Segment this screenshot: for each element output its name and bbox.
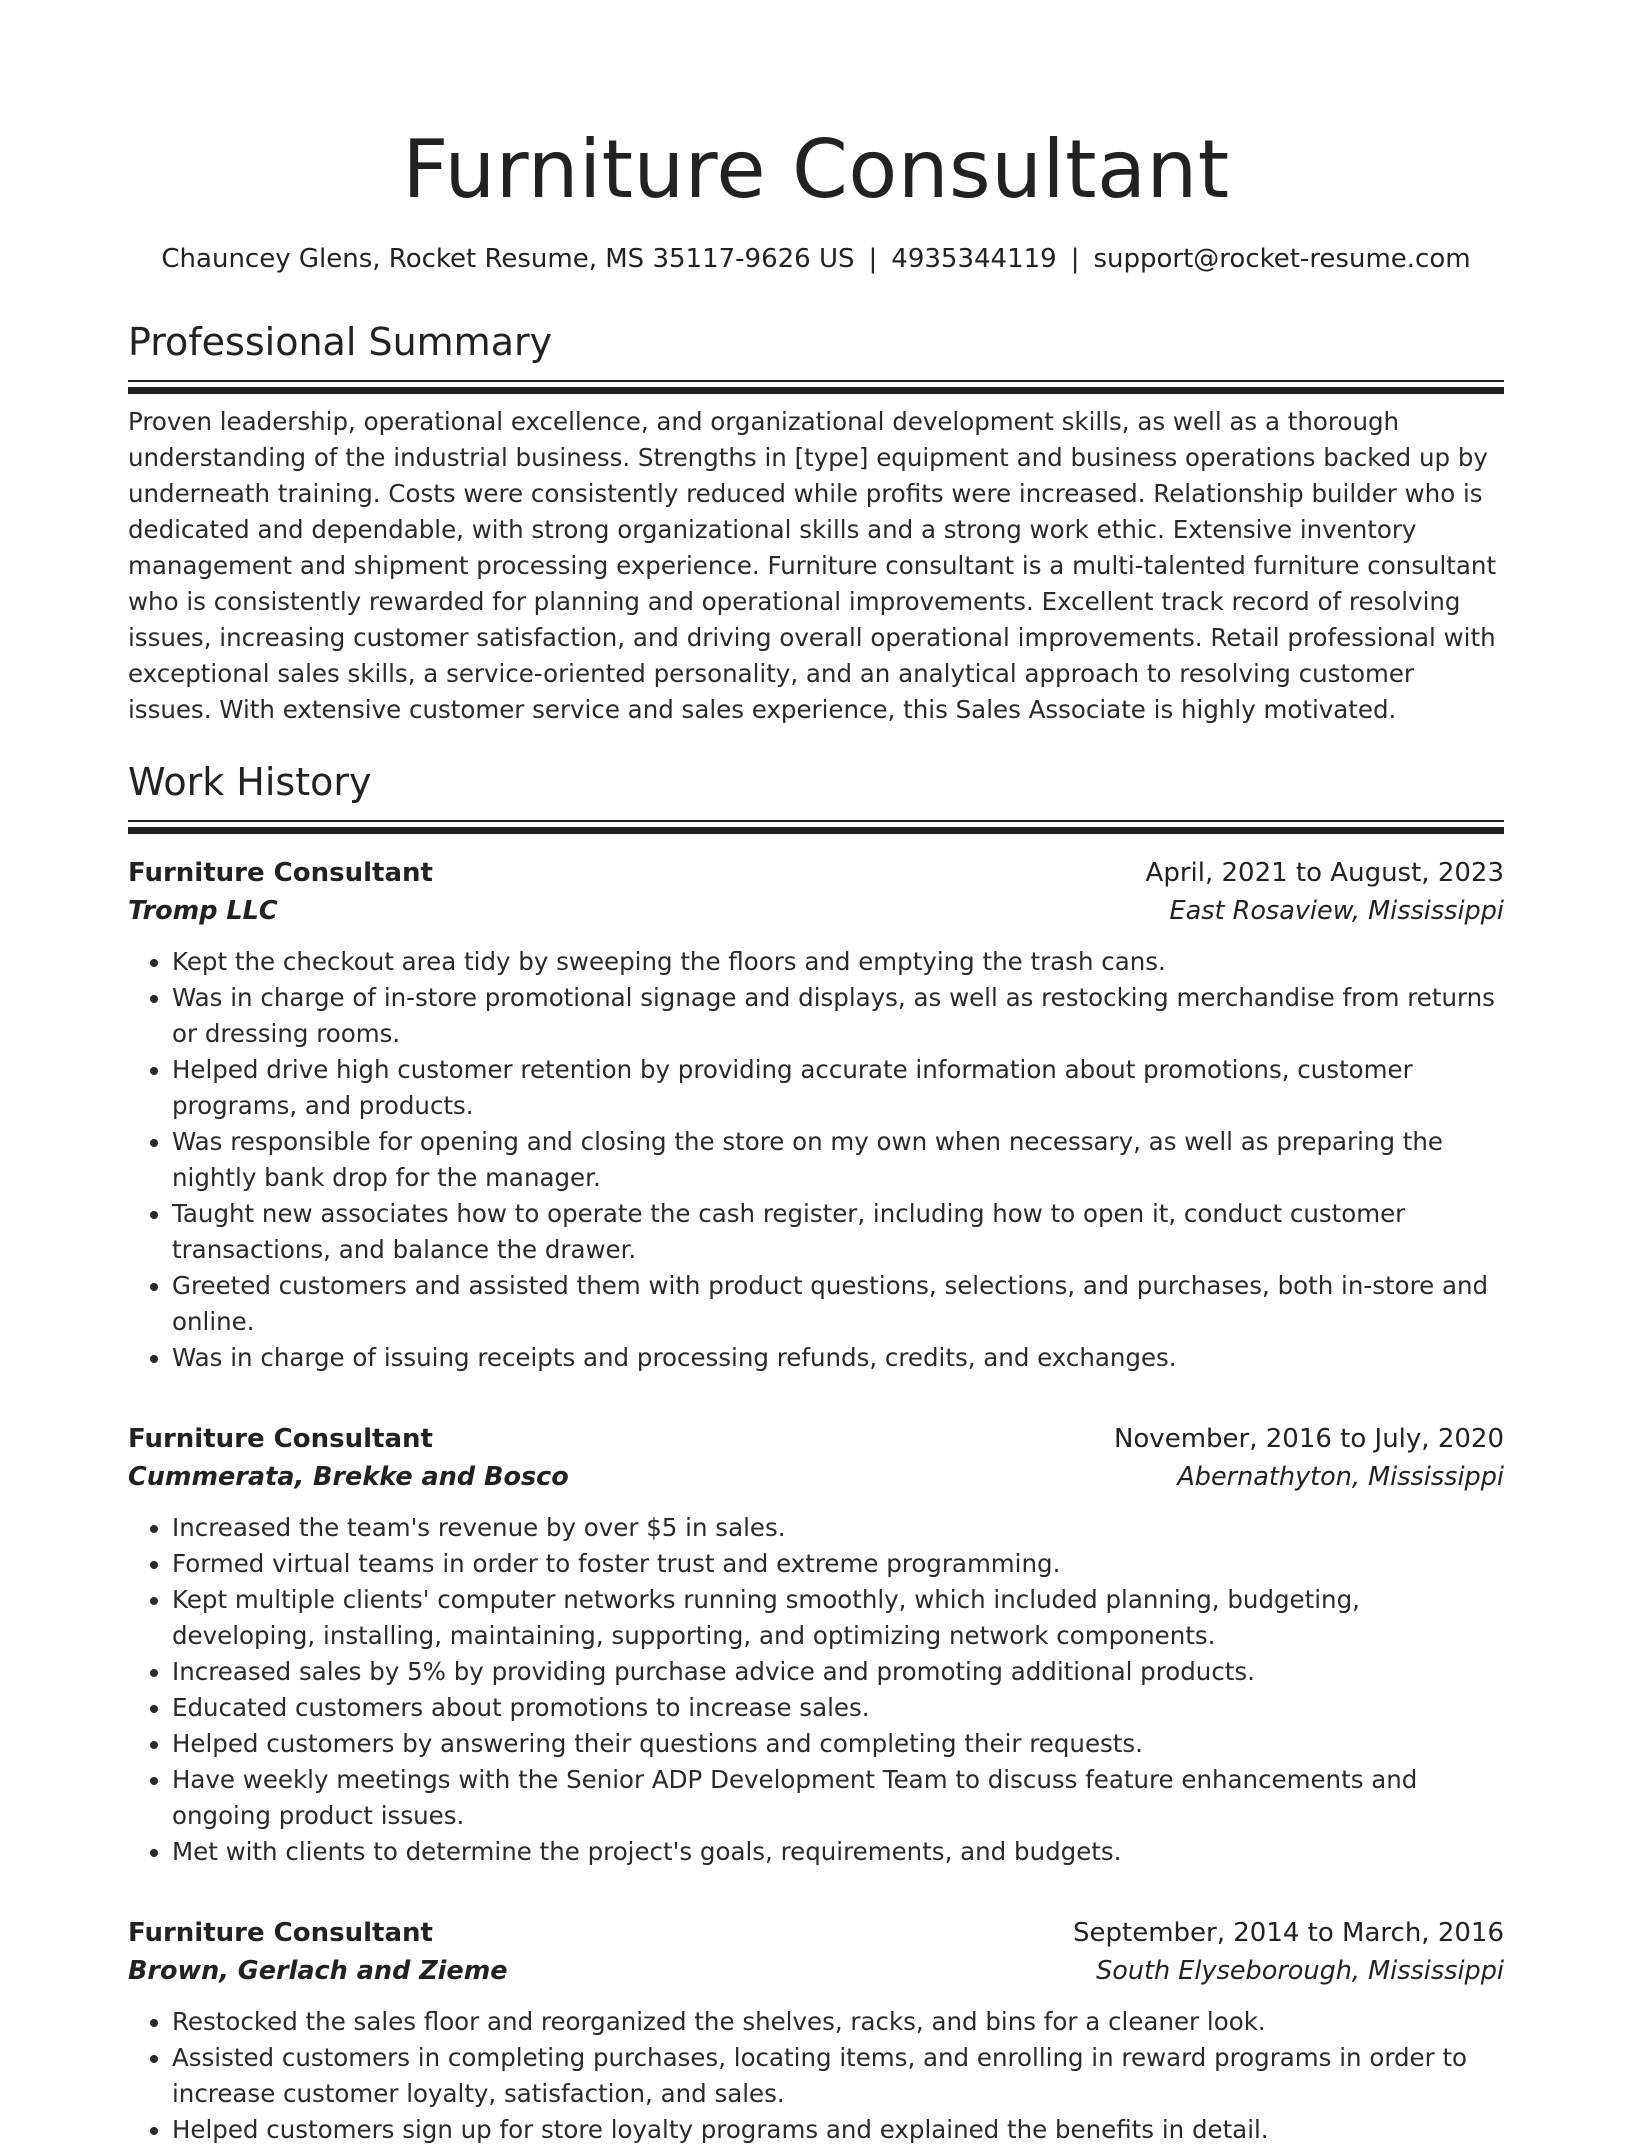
job-company-row <box>128 1458 1504 1496</box>
resume-name: Furniture Consultant <box>402 123 1230 216</box>
work-history-section <box>128 758 1504 2148</box>
job-header-row <box>128 1420 1504 1458</box>
job-company: Cummerata, Brekke and Bosco <box>128 1462 569 1492</box>
job-bullet: • Was in charge of in-store promotional signage and displays, as well as restocking merchandise from returns or dressing rooms. <box>172 980 1504 1052</box>
job-bullet: • Kept the checkout area tidy by sweeping the floors and emptying the trash cans. <box>172 944 1504 980</box>
job-location: South Elyseborough, Mississippi <box>1096 1956 1504 1986</box>
job-header-row <box>128 854 1504 892</box>
job-entry <box>128 854 1504 1376</box>
job-company: Tromp LLC <box>128 896 278 926</box>
job-bullet-list <box>128 1510 1504 1870</box>
job-bullet: • Have weekly meetings with the Senior ADP Development Team to discuss feature enhancements and ongoing product issues. <box>172 1762 1504 1834</box>
job-header-row <box>128 1914 1504 1952</box>
job-bullet: • Kept multiple clients' computer networks running smoothly, which included planning, budgeting, developing, installing, maintaining, supporting, and optimizing network components. <box>172 1582 1504 1654</box>
contact-separator: | <box>1070 244 1080 274</box>
job-bullet: • Educated customers about promotions to increase sales. <box>172 1690 1504 1726</box>
section-title-summary: Professional Summary <box>128 320 553 364</box>
job-title: Furniture Consultant <box>128 1918 433 1948</box>
summary-text: Proven leadership, operational excellence, and organizational development skills, as well as a thorough understanding of the industrial business. Strengths in [type] equipment and business operations backed up by underneath training. Costs were consistently reduced while profits were increased. Relationship builder who is dedicated and dependable, with strong organizational skills and a strong work ethic. Extensive inventory management and shipment processing experience. Furniture consultant is a multi-talented furniture consultant who is consistently rewarded for planning and operational improvements. Excellent track record of resolving issues, increasing customer satisfaction, and driving overall operational improvements. Retail professional with exceptional sales skills, a service-oriented personality, and an analytical approach to resolving customer issues. With extensive customer service and sales experience, this Sales Associate is highly motivated. <box>128 407 1497 724</box>
contact-email: support@rocket-resume.com <box>1093 244 1471 274</box>
job-bullet-list <box>128 2004 1504 2148</box>
job-title: Furniture Consultant <box>128 858 433 888</box>
job-bullet: • Restocked the sales floor and reorganized the shelves, racks, and bins for a cleaner look. <box>172 2004 1504 2040</box>
job-location: Abernathyton, Mississippi <box>1177 1462 1504 1492</box>
contact-separator: | <box>868 244 878 274</box>
job-bullet: • Increased sales by 5% by providing purchase advice and promoting additional products. <box>172 1654 1504 1690</box>
job-bullet: • Increased the team's revenue by over $5 in sales. <box>172 1510 1504 1546</box>
section-divider <box>128 380 1504 394</box>
job-bullet: • Helped drive high customer retention by providing accurate information about promotions, customer programs, and products. <box>172 1052 1504 1124</box>
job-dates: April, 2021 to August, 2023 <box>1145 858 1504 888</box>
contact-phone: 4935344119 <box>891 244 1057 274</box>
job-bullet: • Was responsible for opening and closing the store on my own when necessary, as well as preparing the nightly bank drop for the manager. <box>172 1124 1504 1196</box>
job-entry <box>128 1914 1504 2148</box>
job-bullet: • Helped customers by answering their questions and completing their requests. <box>172 1726 1504 1762</box>
section-title-work-history: Work History <box>128 760 372 804</box>
job-company: Brown, Gerlach and Zieme <box>128 1956 508 1986</box>
section-divider <box>128 820 1504 834</box>
job-company-row <box>128 892 1504 930</box>
job-bullet: • Formed virtual teams in order to foster trust and extreme programming. <box>172 1546 1504 1582</box>
job-dates: September, 2014 to March, 2016 <box>1073 1918 1504 1948</box>
job-bullet: • Greeted customers and assisted them with product questions, selections, and purchases, both in-store and online. <box>172 1268 1504 1340</box>
job-dates: November, 2016 to July, 2020 <box>1113 1424 1504 1454</box>
job-title: Furniture Consultant <box>128 1424 433 1454</box>
job-company-row <box>128 1952 1504 1990</box>
job-bullet: • Taught new associates how to operate the cash register, including how to open it, conduct customer transactions, and balance the drawer. <box>172 1196 1504 1268</box>
professional-summary-section <box>128 318 1504 753</box>
job-location: East Rosaview, Mississippi <box>1169 896 1504 926</box>
contact-address: Chauncey Glens, Rocket Resume, MS 35117-9626 US <box>161 244 855 274</box>
job-bullet-list <box>128 944 1504 1376</box>
resume-page <box>128 0 1504 2144</box>
job-list <box>128 854 1504 2148</box>
contact-line <box>128 242 1504 276</box>
job-bullet: • Helped customers sign up for store loyalty programs and explained the benefits in detail. <box>172 2112 1504 2148</box>
job-bullet: • Was in charge of issuing receipts and processing refunds, credits, and exchanges. <box>172 1340 1504 1376</box>
job-entry <box>128 1420 1504 1870</box>
job-bullet: • Assisted customers in completing purchases, locating items, and enrolling in reward programs in order to increase customer loyalty, satisfaction, and sales. <box>172 2040 1504 2112</box>
job-bullet: • Met with clients to determine the project's goals, requirements, and budgets. <box>172 1834 1504 1870</box>
